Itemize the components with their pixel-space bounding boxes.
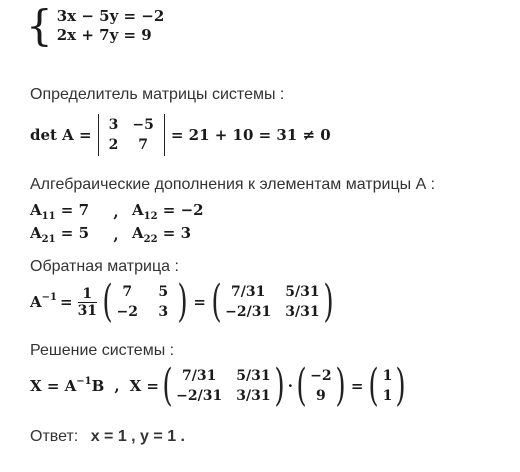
inv-cell: −2/31 xyxy=(225,304,272,320)
cofactor-row-2 xyxy=(30,223,204,246)
adjugate-matrix xyxy=(116,283,174,321)
inv-cell: 7/31 xyxy=(231,284,266,300)
adj-cell: 5 xyxy=(158,284,169,300)
cofactor-a22: $A_{22} = 3$ xyxy=(132,224,192,245)
det-matrix xyxy=(98,114,165,156)
inverse-equals: = xyxy=(59,293,73,311)
solution-heading: Решение системы : xyxy=(30,342,175,359)
solution-lhs: X = xyxy=(129,377,159,395)
right-paren: ) xyxy=(335,360,346,411)
left-paren: ( xyxy=(102,276,113,327)
det-m22: 7 xyxy=(138,137,148,153)
equation-system xyxy=(26,1,165,50)
inverse-lhs: $A^{-1}$ xyxy=(30,292,57,311)
left-brace: { xyxy=(26,1,53,50)
solution-separator: , xyxy=(114,377,120,395)
res-cell: 1 xyxy=(382,368,393,384)
right-paren: ) xyxy=(395,360,407,411)
det-m11: 3 xyxy=(108,117,119,133)
multiply-dot: · xyxy=(287,377,293,395)
adj-cell: −2 xyxy=(116,304,138,320)
inverse-heading: Обратная матрица : xyxy=(30,258,179,275)
cofactor-a11: $A_{11} = 7$ xyxy=(30,201,90,222)
answer-label: Ответ: xyxy=(30,428,79,445)
cofactor-heading: Алгебраические дополнения к элементам матрицы А : xyxy=(30,176,436,193)
vec-cell: 9 xyxy=(316,388,326,404)
cofactor-list xyxy=(30,200,204,246)
left-paren: ( xyxy=(368,360,380,411)
solution-equals: = xyxy=(350,377,364,395)
solution-formula: $X = A^{-1}B$ xyxy=(30,376,105,395)
cofactor-row-1 xyxy=(30,200,204,223)
inverse-equals-2: = xyxy=(193,293,206,311)
determinant-expression xyxy=(30,114,331,156)
cofactor-separator: , xyxy=(113,225,119,244)
solution-expression xyxy=(30,360,410,411)
sol-cell: 3/31 xyxy=(236,388,271,404)
right-paren: ) xyxy=(274,360,285,411)
answer-value: x = 1 , y = 1 . xyxy=(90,428,185,445)
adj-cell: 7 xyxy=(122,284,133,300)
det-m12: −5 xyxy=(132,117,154,133)
inv-cell: 3/31 xyxy=(285,304,320,320)
sol-cell: 5/31 xyxy=(236,368,271,384)
right-paren: ) xyxy=(177,276,188,327)
left-paren: ( xyxy=(162,360,173,411)
sol-cell: −2/31 xyxy=(176,388,223,404)
solution-matrix xyxy=(176,367,270,405)
inv-cell: 5/31 xyxy=(285,284,320,300)
det-heading: Определитель матрицы системы : xyxy=(30,86,285,103)
inverse-fraction: $\frac{1}{31}$ xyxy=(77,285,98,319)
sol-cell: 7/31 xyxy=(182,368,217,384)
inverse-expression xyxy=(30,276,337,327)
equation-2: 2x + 7y = 9 xyxy=(56,26,152,44)
inverse-result-matrix xyxy=(225,283,319,321)
answer-line xyxy=(30,428,185,446)
left-paren: ( xyxy=(211,276,222,327)
det-rhs: = 21 + 10 = 31 ≠ 0 xyxy=(170,126,331,144)
cofactor-a12: $A_{12} = -2$ xyxy=(132,201,204,222)
det-lhs: det A = xyxy=(30,126,92,144)
rhs-vector xyxy=(310,367,331,405)
res-cell: 1 xyxy=(382,388,393,404)
right-paren: ) xyxy=(322,276,334,327)
cofactor-separator: , xyxy=(113,202,119,221)
left-paren: ( xyxy=(296,360,307,411)
vec-cell: −2 xyxy=(310,368,332,384)
result-vector xyxy=(383,367,393,405)
adj-cell: 3 xyxy=(158,304,169,320)
equation-1: 3x − 5y = −2 xyxy=(56,7,165,25)
cofactor-a21: $A_{21} = 5$ xyxy=(30,224,90,245)
det-m21: 2 xyxy=(108,137,119,153)
